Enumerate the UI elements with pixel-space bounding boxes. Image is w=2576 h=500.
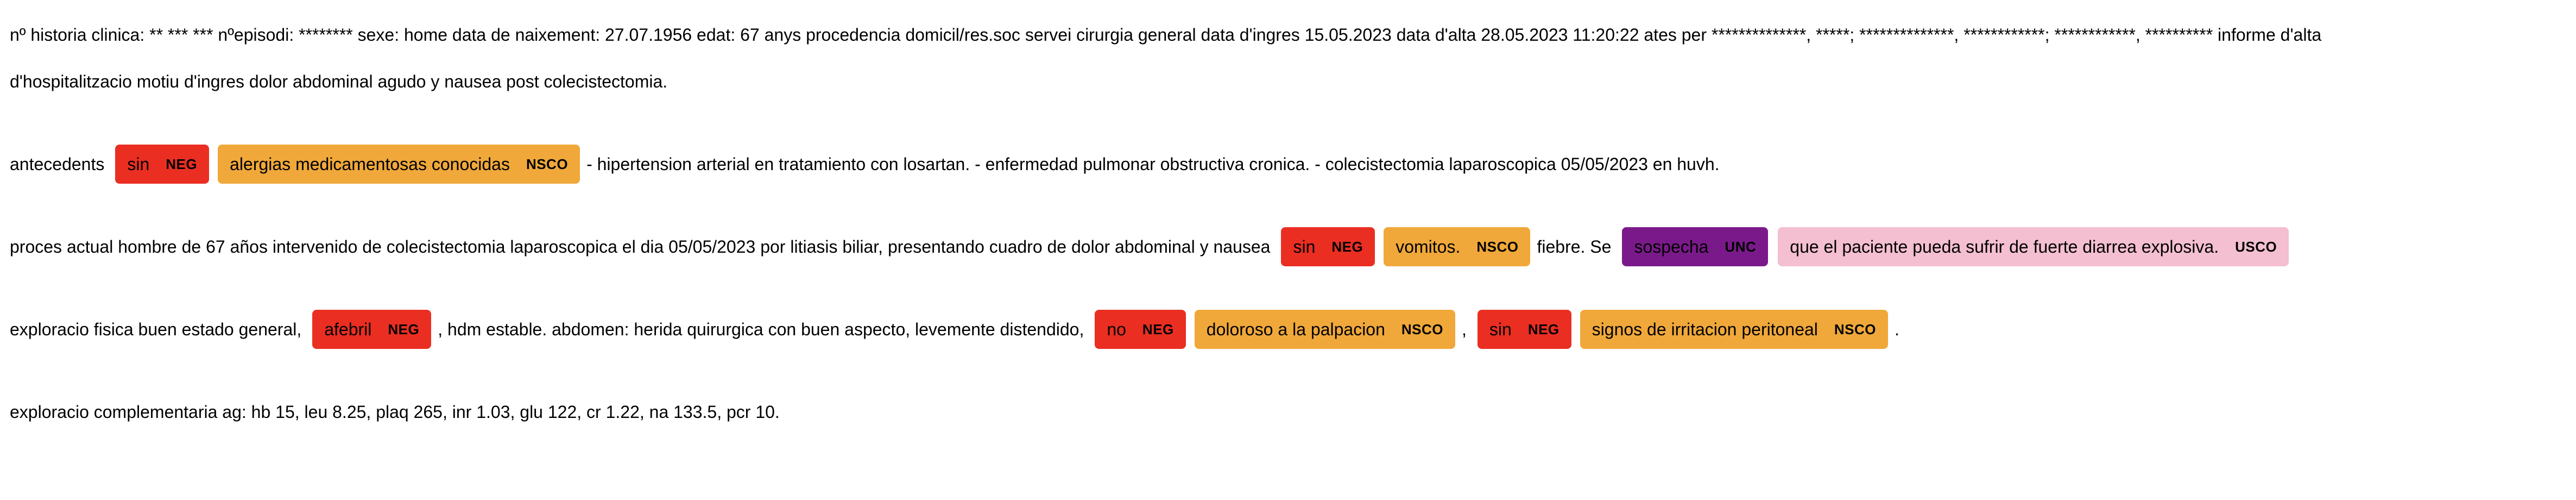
proces-middle: fiebre. Se (1537, 236, 1612, 257)
exploracio-mid-1: , hdm estable. abdomen: herida quirurgica con buen aspecto, levemente distendido, (438, 319, 1084, 339)
entity-text: doloroso a la palpacion (1206, 319, 1385, 339)
header-line-2 (10, 61, 2576, 102)
entity-label: NSCO (1401, 321, 1444, 338)
entity-label: UNC (1725, 238, 1757, 255)
proces-line (10, 226, 2576, 267)
entity-neg (1095, 310, 1185, 349)
complementaria-line (10, 391, 2576, 433)
entity-usco (1778, 227, 2289, 266)
entity-neg (1281, 227, 1375, 266)
entity-neg (115, 145, 209, 184)
entity-label: NEG (388, 321, 420, 338)
entity-label: NEG (1527, 321, 1560, 338)
entity-nsco (218, 145, 580, 184)
complementaria-text: exploracio complementaria ag: hb 15, leu 8.25, plaq 265, inr 1.03, glu 122, cr 1.22, na 133.5, pcr 10. (10, 402, 780, 422)
entity-label: NSCO (1476, 238, 1519, 255)
exploracio-prefix: exploracio fisica buen estado general, (10, 319, 302, 339)
entity-text: sin (1489, 319, 1512, 339)
antecedents-prefix: antecedents (10, 154, 105, 174)
exploracio-line (10, 309, 2576, 350)
exploracio-end: . (1895, 319, 1899, 339)
entity-text: sin (127, 154, 150, 174)
entity-unc (1622, 227, 1768, 266)
antecedents-line (10, 143, 2576, 185)
exploracio-mid-2: , (1462, 319, 1467, 339)
entity-nsco (1384, 227, 1530, 266)
entity-label: NEG (166, 155, 198, 172)
entity-text: signos de irritacion peritoneal (1592, 319, 1818, 339)
entity-label: NEG (1142, 321, 1174, 338)
entity-text: afebril (324, 319, 372, 339)
antecedents-suffix: - hipertension arterial en tratamiento con losartan. - enfermedad pulmonar obstructiva cronica. - colecistectomia laparoscopica 05/05/2023 en huvh. (586, 154, 1720, 174)
entity-label: USCO (2235, 238, 2277, 255)
entity-text: alergias medicamentosas conocidas (230, 154, 510, 174)
entity-text: vomitos. (1396, 236, 1461, 257)
entity-text: sin (1293, 236, 1316, 257)
entity-text: no (1107, 319, 1126, 339)
header-text-2: d'hospitalitzacio motiu d'ingres dolor abdominal agudo y nausea post colecistectomia. (10, 71, 668, 91)
entity-text: sospecha (1634, 236, 1709, 257)
entity-label: NSCO (1834, 321, 1877, 338)
entity-text: que el paciente pueda sufrir de fuerte diarrea explosiva. (1790, 236, 2219, 257)
entity-label: NEG (1331, 238, 1363, 255)
header-line-1 (10, 14, 2576, 55)
entity-neg (1478, 310, 1571, 349)
proces-prefix: proces actual hombre de 67 años intervenido de colecistectomia laparoscopica el dia 05/05/2023 por litiasis biliar, presentando cuadro de dolor abdominal y nausea (10, 236, 1271, 257)
entity-nsco (1580, 310, 1888, 349)
entity-label: NSCO (526, 155, 569, 172)
entity-nsco (1195, 310, 1455, 349)
entity-neg (312, 310, 431, 349)
header-text-1: nº historia clinica: ** *** *** nºepisodi: ******** sexe: home data de naixement: 27.07.1956 edat: 67 anys procedencia domicil/res.soc servei cirurgia general data d'ingres 15.05.2023 data d'alta 28.05.2023 11:20:22 ates per **************, *****; **************, ************; ************, ********** informe d'alta (10, 24, 2322, 45)
